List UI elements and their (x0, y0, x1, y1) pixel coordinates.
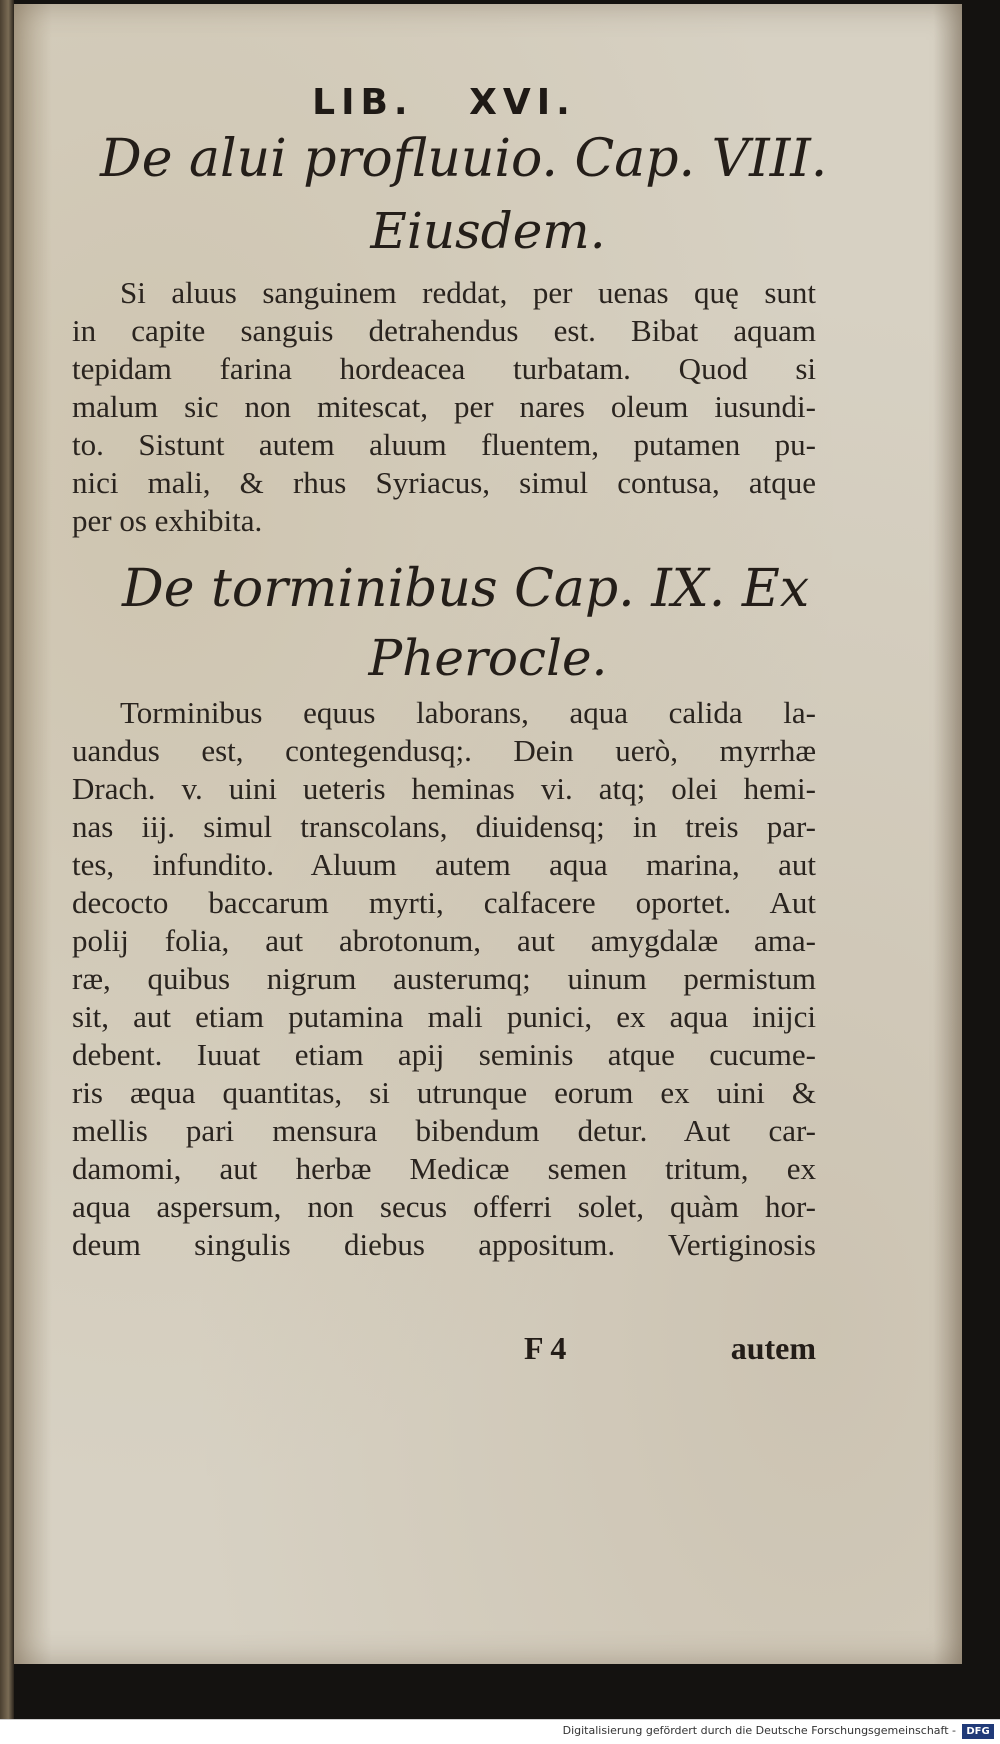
text-line: Drach. v. uini ueteris heminas vi. atq; olei hemi- (72, 771, 816, 806)
text-line: per os exhibita. (72, 503, 263, 538)
book-spine-edge (0, 0, 14, 1744)
text-line: damomi, aut herbæ Medicæ semen tritum, ex (72, 1151, 816, 1186)
section2-heading-line2: Pherocle. (368, 629, 608, 687)
catchline (524, 1330, 816, 1367)
text-line: uandus est, contegendusq;. Dein uerò, myrrhæ (72, 733, 816, 768)
text-line: ris æqua quantitas, si utrunque eorum ex uini & (72, 1075, 816, 1110)
text-line: polij folia, aut abrotonum, aut amygdalæ ama- (72, 923, 816, 958)
dfg-logo: DFG (962, 1724, 994, 1739)
text-line: ræ, quibus nigrum austerumq; uinum permistum (72, 961, 816, 996)
text-line: Si aluus sanguinem reddat, per uenas quę sunt (120, 275, 816, 310)
text-line: nas iij. simul transcolans, diuidensq; in treis par- (72, 809, 816, 844)
funding-credit: Digitalisierung gefördert durch die Deutsche Forschungsgemeinschaft - (562, 1724, 956, 1737)
digitization-footer (0, 1719, 1000, 1744)
text-line: nici mali, & rhus Syriacus, simul contusa, atque (72, 465, 816, 500)
text-line: Torminibus equus laborans, aqua calida la- (120, 695, 816, 730)
text-line: malum sic non mitescat, per nares oleum iusundi- (72, 389, 816, 424)
text-line: aqua aspersum, non secus offerri solet, quàm hor- (72, 1189, 816, 1224)
section2-heading-line1: De torminibus Cap. IX. Ex (122, 559, 810, 619)
section2-paragraph (72, 694, 816, 1264)
book-page (14, 4, 962, 1664)
section1-heading-line2: Eiusdem. (370, 202, 606, 260)
text-line: debent. Iuuat etiam apij seminis atque cucume- (72, 1037, 816, 1072)
section1-heading-line1: De alui profluuio. Cap. VIII. (100, 129, 828, 189)
text-line: tes, infundito. Aluum autem aqua marina, aut (72, 847, 816, 882)
text-line: mellis pari mensura bibendum detur. Aut car- (72, 1113, 816, 1148)
signature-mark: F 4 (524, 1330, 567, 1366)
section1-paragraph (72, 274, 816, 540)
text-line: decocto baccarum myrti, calfacere oportet. Aut (72, 885, 816, 920)
running-head: LIB. XVI. (312, 82, 576, 123)
text-line: to. Sistunt autem aluum fluentem, putamen pu- (72, 427, 816, 462)
catchword: autem (730, 1330, 816, 1366)
text-line: sit, aut etiam putamina mali punici, ex aqua inijci (72, 999, 816, 1034)
text-line: tepidam farina hordeacea turbatam. Quod si (72, 351, 816, 386)
text-line: deum singulis diebus appositum. Vertiginosis (72, 1227, 816, 1262)
text-line: in capite sanguis detrahendus est. Bibat aquam (72, 313, 816, 348)
